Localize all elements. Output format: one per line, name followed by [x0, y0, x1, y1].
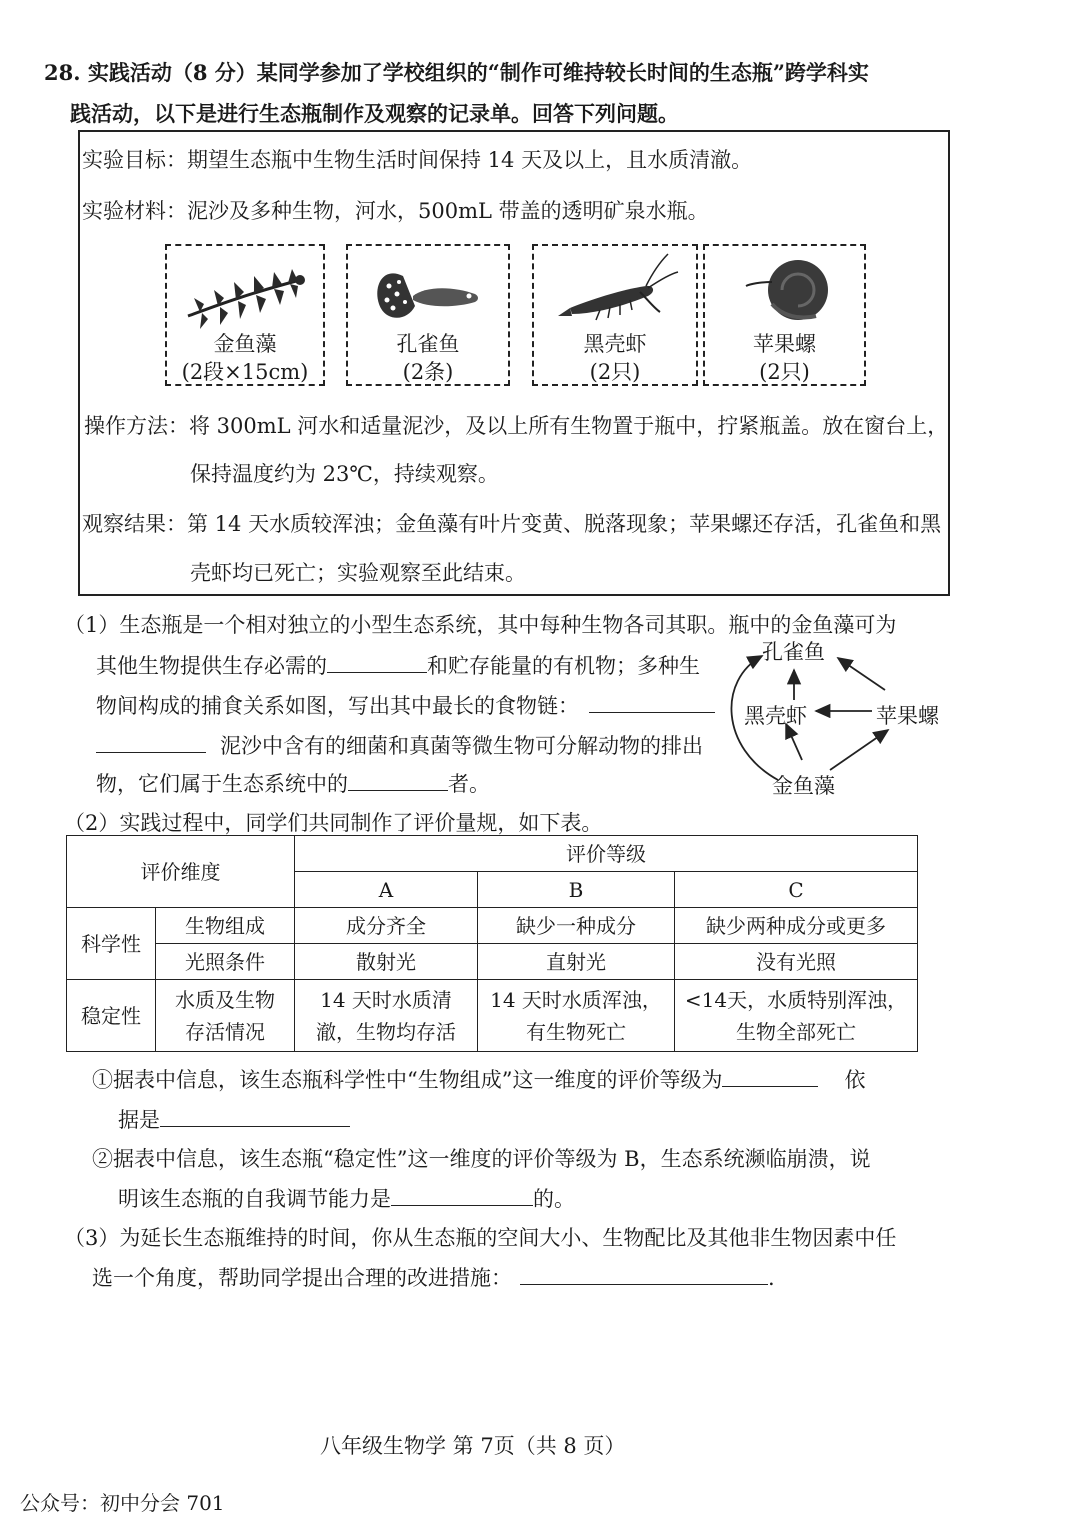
table-group-stability: 稳定性 [67, 980, 156, 1052]
answer-blank[interactable] [96, 751, 206, 753]
organism-card-hornwort [165, 244, 325, 386]
organism-quantity: (2段×15cm) [181, 360, 309, 384]
watermark-text: 公众号：初中分会 701 [20, 1491, 225, 1515]
part2-q2-line2 [118, 1183, 575, 1213]
food-web-node-black-shrimp: 黑壳虾 [744, 704, 807, 728]
part1-line3-text: 物间构成的捕食关系如图，写出其中最长的食物链： [96, 694, 579, 718]
experiment-materials: 实验材料：泥沙及多种生物，河水，500mL 带盖的透明矿泉水瓶。 [82, 199, 709, 223]
organism-quantity: (2条) [402, 360, 454, 384]
observation-result-line1: 观察结果：第 14 天水质较浑浊；金鱼藻有叶片变黄、脱落现象；苹果螺还存活，孔雀鱼和黑 [82, 512, 942, 536]
operation-method-line2: 保持温度约为 23℃，持续观察。 [190, 462, 499, 486]
part2-q1-line1 [92, 1064, 865, 1094]
observation-result-line2: 壳虾均已死亡；实验观察至此结束。 [190, 561, 526, 585]
answer-blank[interactable] [391, 1204, 533, 1206]
answer-blank[interactable] [327, 671, 427, 673]
table-cell: 直射光 [478, 944, 675, 980]
organism-card-guppy [346, 244, 510, 386]
part3-line2-end: . [768, 1266, 775, 1290]
part1-line5 [96, 768, 490, 798]
table-item-composition: 生物组成 [156, 908, 295, 944]
organism-card-shrimp [532, 244, 698, 386]
part1-line4 [96, 730, 703, 760]
table-cell: 缺少两种成分或更多 [675, 908, 918, 944]
table-group-scientific: 科学性 [67, 908, 156, 980]
organism-quantity: (2只) [759, 360, 810, 384]
food-web-diagram [710, 630, 970, 810]
hornwort-icon [180, 258, 310, 338]
table-item-light: 光照条件 [156, 944, 295, 980]
organism-card-apple-snail [703, 244, 866, 386]
food-web-node-guppy: 孔雀鱼 [762, 640, 825, 664]
part3-line2-text: 选一个角度，帮助同学提出合理的改进措施： [92, 1266, 512, 1290]
organism-name: 苹果螺 [753, 332, 816, 356]
answer-blank[interactable] [160, 1125, 350, 1127]
page-footer: 八年级生物学 第 7页（共 8 页） [320, 1434, 626, 1458]
part1-line2-text-b: 和贮存能量的有机物；多种生 [427, 654, 700, 678]
part1-line3 [96, 690, 715, 720]
part2-q1-text-a: ①据表中信息，该生态瓶科学性中“生物组成”这一维度的评价等级为 [92, 1068, 723, 1092]
organism-quantity: (2只) [589, 360, 641, 384]
table-cell-line: <14天，水质特别浑浊， [684, 987, 908, 1012]
table-cell [478, 980, 675, 1052]
table-cell: 缺少一种成分 [478, 908, 675, 944]
part1-line5-text-b: 者。 [448, 772, 490, 796]
part1-line2 [96, 650, 700, 680]
table-header-dimension: 评价维度 [67, 836, 295, 908]
part2-q1-text-b: 依 [844, 1068, 866, 1092]
part1-line4-text: 泥沙中含有的细菌和真菌等微生物可分解动物的排出 [220, 734, 703, 758]
part2-q2-text-c: 的。 [533, 1187, 575, 1211]
part1-line5-text-a: 物，它们属于生态系统中的 [96, 772, 348, 796]
organism-name: 金鱼藻 [213, 332, 277, 356]
experiment-goal: 实验目标：期望生态瓶中生物生活时间保持 14 天及以上，且水质清澈。 [82, 148, 753, 172]
apple-snail-icon [720, 252, 850, 332]
answer-blank[interactable] [722, 1085, 818, 1087]
table-header-grade-b: B [478, 872, 675, 908]
table-cell-line: 有生物死亡 [526, 1019, 626, 1044]
evaluation-rubric-table [66, 835, 918, 1052]
part2-q1-line2 [118, 1104, 350, 1134]
table-cell-line: 澈，生物均存活 [316, 1019, 456, 1044]
table-cell-line: 14 天时水质浑浊， [490, 987, 662, 1012]
table-header-grade-a: A [295, 872, 478, 908]
table-cell [675, 980, 918, 1052]
part2-intro: （2）实践过程中，同学们共同制作了评价量规，如下表。 [64, 811, 603, 835]
shrimp-icon [550, 250, 680, 330]
part1-line2-text-a: 其他生物提供生存必需的 [96, 654, 327, 678]
part2-q2-line1: ②据表中信息，该生态瓶“稳定性”这一维度的评价等级为 B，生态系统濒临崩溃，说 [92, 1147, 871, 1171]
table-item-water-survival [156, 980, 295, 1052]
table-header-grade-c: C [675, 872, 918, 908]
table-header-grade: 评价等级 [295, 836, 918, 872]
food-web-node-apple-snail: 苹果螺 [876, 704, 939, 728]
table-cell: 成分齐全 [295, 908, 478, 944]
organism-name: 孔雀鱼 [396, 332, 460, 356]
answer-blank[interactable] [520, 1283, 768, 1285]
question-header-line1: 28. 实践活动（8 分）某同学参加了学校组织的“制作可维持较长时间的生态瓶”跨学科实 [44, 60, 869, 85]
table-cell [295, 980, 478, 1052]
organism-name: 黑壳虾 [583, 332, 647, 356]
guppy-icon [363, 256, 493, 336]
part3-line1: （3）为延长生态瓶维持的时间，你从生态瓶的空间大小、生物配比及其他非生物因素中任 [64, 1226, 897, 1250]
table-cell: 散射光 [295, 944, 478, 980]
table-item-line2: 存活情况 [185, 1019, 265, 1044]
table-cell: 没有光照 [675, 944, 918, 980]
answer-blank[interactable] [348, 789, 448, 791]
part2-q2-text-b: 明该生态瓶的自我调节能力是 [118, 1187, 391, 1211]
food-web-node-hornwort: 金鱼藻 [772, 774, 835, 798]
part3-line2 [92, 1262, 775, 1292]
table-cell-line: 生物全部死亡 [736, 1019, 856, 1044]
part1-line1: （1）生态瓶是一个相对独立的小型生态系统，其中每种生物各司其职。瓶中的金鱼藻可为 [64, 613, 897, 637]
table-cell-line: 14 天时水质清 [320, 987, 452, 1012]
question-header-line2: 践活动，以下是进行生态瓶制作及观察的记录单。回答下列问题。 [70, 101, 679, 126]
operation-method-line1: 操作方法：将 300mL 河水和适量泥沙，及以上所有生物置于瓶中，拧紧瓶盖。放在窗台上， [84, 414, 949, 438]
answer-blank[interactable] [589, 711, 715, 713]
part2-q1-text-c: 据是 [118, 1108, 160, 1132]
table-item-line1: 水质及生物 [175, 987, 275, 1012]
